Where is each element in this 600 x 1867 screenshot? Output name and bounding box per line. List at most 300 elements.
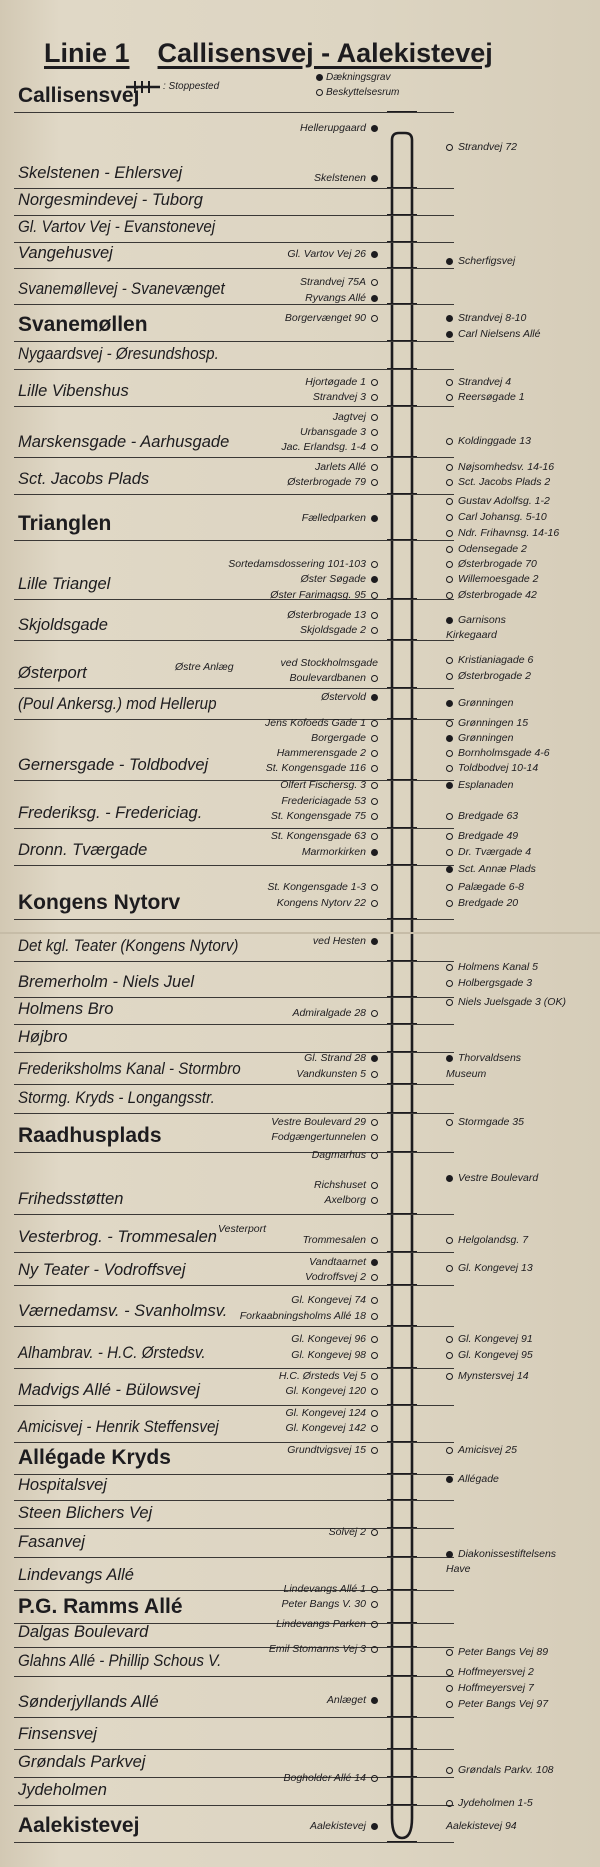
left-stop-location <box>296 1068 378 1081</box>
left-stop-location <box>287 609 378 622</box>
legend-shelter-label: Dækningsgrav <box>326 72 391 83</box>
open-dot-icon <box>371 592 378 599</box>
left-stop-location <box>314 1179 378 1192</box>
filled-dot-icon <box>446 735 453 742</box>
stop-location-label: Fredericiagade 53 <box>281 795 366 807</box>
stop-location-label: Øster Farimagsg. 95 <box>270 589 366 601</box>
stop-location-label: ved Stockholmsgade <box>280 657 378 669</box>
stop-location-label: Carl Nielsens Allé <box>458 328 541 340</box>
open-dot-icon <box>371 720 378 727</box>
loop-icon <box>392 133 412 150</box>
open-dot-icon <box>446 379 453 386</box>
stop-location-label: Diakonissestiftelsens <box>458 1548 557 1560</box>
stop-location-label: Vestre Boulevard 29 <box>271 1116 366 1128</box>
stop-location-label: Marmorkirken <box>301 846 366 858</box>
left-stop-location <box>281 657 378 670</box>
left-stop-location <box>271 1131 378 1144</box>
open-dot-icon <box>371 315 378 322</box>
stop-location-label: Forkaabningsholms Allé 18 <box>239 1310 366 1322</box>
open-dot-icon <box>371 1237 378 1244</box>
open-dot-icon <box>446 1767 453 1774</box>
stop-name: Gernersgade - Toldbodvej <box>18 756 209 774</box>
stop-name: Madvigs Allé - Bülowsvej <box>18 1381 200 1399</box>
stop-location-label: Hoffmeyersvej 7 <box>458 1682 534 1694</box>
right-stop-location <box>446 996 566 1009</box>
stop-name: Callisensvej <box>18 84 140 107</box>
left-stop-location <box>265 717 378 730</box>
left-stop-location <box>271 810 378 823</box>
stop-name: Finsensvej <box>18 1725 97 1743</box>
open-dot-icon <box>371 444 378 451</box>
left-stop-location <box>266 762 378 775</box>
stop-location-label: Bogholder Allé 14 <box>283 1772 366 1784</box>
stop-location-label: Niels Juelsgade 3 (OK) <box>458 996 566 1008</box>
stop-name: Dronn. Tværgade <box>18 841 148 859</box>
left-stop-location <box>285 1422 378 1435</box>
stop-location-label: Reersøgade 1 <box>458 391 525 403</box>
stop-location-label: Borgervænget 90 <box>284 312 366 324</box>
stop-location-label: Thorvaldsens <box>458 1052 522 1064</box>
row-divider <box>14 268 454 269</box>
filled-dot-icon <box>371 1259 378 1266</box>
stop-location-label: Lindevangs Parken <box>276 1618 366 1630</box>
open-dot-icon <box>371 900 378 907</box>
row-divider <box>14 1805 454 1806</box>
stop-location-label: St. Kongensgade 116 <box>265 762 366 774</box>
right-stop-location <box>446 614 506 627</box>
left-stop-location <box>315 461 378 474</box>
open-dot-icon <box>371 1352 378 1359</box>
row-divider <box>14 1749 454 1750</box>
open-dot-icon <box>446 1701 453 1708</box>
stop-location-label: Gl. Kongevej 142 <box>285 1422 366 1434</box>
open-dot-icon <box>371 1388 378 1395</box>
stop-location-label: Fodgængertunnelen <box>271 1131 366 1143</box>
stop-location-label: Axelborg <box>324 1194 366 1206</box>
open-dot-icon <box>371 464 378 471</box>
row-divider <box>14 719 454 720</box>
stop-location-label: Admiralgade 28 <box>292 1007 366 1019</box>
left-stop-location <box>312 1149 378 1162</box>
stop-name: Grøndals Parkvej <box>18 1753 146 1771</box>
stop-location-label: Fælledparken <box>301 512 366 524</box>
stop-location-label: Hoffmeyersvej 2 <box>458 1666 534 1678</box>
stop-name: Stormg. Kryds - Longangsstr. <box>18 1089 215 1107</box>
row-divider <box>14 1368 454 1369</box>
row-divider <box>14 112 454 113</box>
left-stop-location <box>305 292 378 305</box>
stop-location-label: Mynstersvej 14 <box>458 1370 529 1382</box>
open-dot-icon <box>371 612 378 619</box>
stop-location-label: Aalekistevej <box>309 1820 366 1832</box>
stop-name: Frederiksg. - Fredericiag. <box>18 804 203 822</box>
right-stop-location <box>446 1333 533 1346</box>
stop-location-label: Strandvej 8-10 <box>458 312 527 324</box>
stop-location-label: Solvej 2 <box>328 1526 366 1538</box>
left-stop-location <box>271 830 378 843</box>
stop-location-label: Østerbrogade 2 <box>458 670 531 682</box>
filled-dot-icon <box>371 125 378 132</box>
stop-location-label: Grønningen <box>458 732 514 744</box>
stop-location-label: Øster Søgade <box>300 573 366 585</box>
right-stop-location <box>446 697 513 710</box>
stop-location-label: Boulevardbanen <box>289 672 366 684</box>
stop-name: Gl. Vartov Vej - Evanstonevej <box>18 218 216 236</box>
open-dot-icon <box>446 1352 453 1359</box>
open-dot-icon <box>446 980 453 987</box>
stop-name: Fasanvej <box>18 1533 85 1551</box>
stop-location-label: Gl. Kongevej 13 <box>458 1262 533 1274</box>
open-dot-icon <box>446 1685 453 1692</box>
stop-location-label: Odensegade 2 <box>458 543 527 555</box>
open-dot-icon <box>371 627 378 634</box>
stop-name: Sønderjyllands Allé <box>18 1693 159 1711</box>
open-dot-icon <box>446 438 453 445</box>
right-stop-location <box>446 881 524 894</box>
right-stop-location <box>446 391 525 404</box>
open-dot-icon <box>371 1373 378 1380</box>
open-dot-icon <box>371 1134 378 1141</box>
right-stop-location <box>446 1820 517 1833</box>
right-stop-location <box>446 897 518 910</box>
filled-dot-icon <box>446 617 453 624</box>
stop-location-label: Amicisvej 25 <box>458 1444 517 1456</box>
open-dot-icon <box>446 592 453 599</box>
left-stop-location <box>281 795 378 808</box>
row-divider <box>14 688 454 689</box>
row-divider <box>14 1500 454 1501</box>
left-stop-location <box>285 1407 378 1420</box>
stop-name: Vangehusvej <box>18 244 113 262</box>
stop-location-label: Holmens Kanal 5 <box>458 961 538 973</box>
stop-location-label: Museum <box>446 1068 487 1080</box>
stop-name: Marskensgade - Aarhusgade <box>18 433 230 451</box>
stop-name: Østerport <box>18 664 87 682</box>
stop-name: Jydeholmen <box>18 1781 107 1799</box>
stop-location-label: Garnisons <box>458 614 506 626</box>
stop-name: Det kgl. Teater (Kongens Nytorv) <box>18 937 239 955</box>
row-divider <box>14 369 454 370</box>
stop-location-label: H.C. Ørsteds Vej 5 <box>278 1370 366 1382</box>
open-dot-icon <box>371 1274 378 1281</box>
left-stop-location <box>287 1444 378 1457</box>
right-stop-location <box>446 1646 548 1659</box>
right-stop-location <box>446 495 550 508</box>
stop-name: Lille Triangel <box>18 575 111 593</box>
legend-refuge-label: Beskyttelsesrum <box>326 87 400 98</box>
stop-location-label: Helgolandsg. 7 <box>458 1234 529 1246</box>
open-dot-icon <box>446 464 453 471</box>
stop-name: Steen Blichers Vej <box>18 1504 153 1522</box>
row-divider <box>14 406 454 407</box>
open-dot-icon <box>371 479 378 486</box>
stop-location-label: Gustav Adolfsg. 1-2 <box>458 495 550 507</box>
left-stop-location <box>329 1526 378 1539</box>
row-divider <box>14 997 454 998</box>
right-stop-location <box>446 1068 486 1081</box>
right-stop-location <box>446 670 531 683</box>
left-stop-location <box>292 1007 378 1020</box>
right-stop-location <box>446 1797 533 1810</box>
right-stop-location <box>446 747 550 760</box>
right-stop-location <box>446 1666 534 1679</box>
open-dot-icon <box>446 394 453 401</box>
open-dot-icon <box>371 1071 378 1078</box>
stop-location-label: Skelstenen <box>314 172 366 184</box>
open-dot-icon <box>371 1586 378 1593</box>
stop-location-label: Gl. Kongevej 124 <box>285 1407 366 1419</box>
right-stop-location <box>446 312 526 325</box>
row-divider <box>14 540 454 541</box>
stop-location-label: Grønningen 15 <box>458 717 529 729</box>
row-divider <box>14 1405 454 1406</box>
filled-dot-icon <box>371 175 378 182</box>
stop-location-label: Peter Bangs Vej 97 <box>458 1698 549 1710</box>
open-dot-icon <box>371 833 378 840</box>
right-stop-location <box>446 830 518 843</box>
stop-location-label: Willemoesgade 2 <box>458 573 539 585</box>
stop-location-label: St. Kongensgade 1-3 <box>267 881 366 893</box>
stop-location-label: Jac. Erlandsg. 1-4 <box>281 441 366 453</box>
right-stop-location <box>446 810 518 823</box>
filled-dot-icon <box>371 576 378 583</box>
stop-name: Alhambrav. - H.C. Ørstedsv. <box>18 1344 206 1362</box>
stop-name: Holmens Bro <box>18 1000 114 1018</box>
stop-name: Vesterbrog. - Trommesalen <box>18 1228 217 1246</box>
open-dot-icon <box>371 1313 378 1320</box>
left-stop-location <box>291 1333 378 1346</box>
stop-location-label: Østerbrogade 13 <box>287 609 366 621</box>
filled-dot-icon <box>446 1476 453 1483</box>
filled-dot-icon <box>446 1055 453 1062</box>
open-dot-icon <box>446 1800 453 1807</box>
open-dot-icon <box>371 1336 378 1343</box>
left-stop-location <box>277 897 378 910</box>
left-stop-location <box>314 172 378 185</box>
filled-dot-icon <box>446 331 453 338</box>
right-stop-location <box>446 846 531 859</box>
open-dot-icon <box>371 1646 378 1653</box>
open-dot-icon <box>371 379 378 386</box>
stop-name: Værnedamsv. - Svanholmsv. <box>18 1302 228 1320</box>
right-stop-location <box>446 629 497 642</box>
left-stop-location <box>291 1349 378 1362</box>
stop-location-label: Stormgade 35 <box>458 1116 524 1128</box>
stop-location-label: Toldbodvej 10-14 <box>458 762 539 774</box>
right-stop-location <box>446 1548 556 1561</box>
row-divider <box>14 1084 454 1085</box>
left-stop-location <box>304 1052 378 1065</box>
stop-name: Trianglen <box>18 512 112 535</box>
right-stop-location <box>446 476 550 489</box>
stop-location-label: Peter Bangs Vej 89 <box>458 1646 549 1658</box>
row-divider <box>14 961 454 962</box>
line-number: Linie 1 <box>44 38 130 68</box>
open-dot-icon <box>446 1265 453 1272</box>
filled-dot-icon <box>446 782 453 789</box>
open-dot-icon <box>371 884 378 891</box>
stop-location-label: Grønningen <box>458 697 514 709</box>
stop-location-label: Nøjsomhedsv. 14-16 <box>458 461 555 473</box>
right-stop-location <box>446 461 554 474</box>
stop-location-label: Aalekistevej 94 <box>446 1820 517 1832</box>
left-stop-location <box>270 589 378 602</box>
right-stop-location <box>446 1563 471 1576</box>
map-note: Vesterport <box>218 1223 267 1235</box>
right-stop-location <box>446 589 537 602</box>
stop-location-label: Hammerensgade 2 <box>276 747 366 759</box>
open-dot-icon <box>371 1425 378 1432</box>
filled-dot-icon <box>371 1055 378 1062</box>
legend-stop: : Stoppested <box>163 81 220 92</box>
left-stop-location <box>300 122 378 135</box>
stop-location-label: Jydeholmen 1-5 <box>458 1797 533 1809</box>
right-stop-location <box>446 435 531 448</box>
right-stop-location <box>446 654 533 667</box>
stop-location-label: Lindevangs Allé 1 <box>283 1583 366 1595</box>
right-stop-location <box>446 863 536 876</box>
open-dot-icon <box>371 1197 378 1204</box>
right-stop-location <box>446 1473 499 1486</box>
open-dot-icon <box>446 1119 453 1126</box>
open-dot-icon <box>371 1297 378 1304</box>
open-dot-icon <box>446 1447 453 1454</box>
stop-location-label: Gl. Kongevej 96 <box>291 1333 366 1345</box>
stop-location-label: St. Kongensgade 75 <box>270 810 366 822</box>
row-divider <box>14 640 454 641</box>
open-dot-icon <box>446 514 453 521</box>
open-dot-icon <box>371 1621 378 1628</box>
filled-dot-icon <box>371 1823 378 1830</box>
right-stop-location <box>446 779 513 792</box>
right-stop-location <box>446 1262 533 1275</box>
row-divider <box>14 188 454 189</box>
stop-location-label: Borgergade <box>311 732 366 744</box>
left-stop-location <box>305 376 378 389</box>
open-dot-icon <box>371 735 378 742</box>
left-stop-location <box>301 573 378 586</box>
open-dot-icon <box>371 561 378 568</box>
stop-name: Skjoldsgade <box>18 616 108 634</box>
stop-location-label: Bornholmsgade 4-6 <box>458 747 550 759</box>
map-note: Østre Anlæg <box>175 661 234 673</box>
row-divider <box>14 1442 454 1443</box>
left-stop-location <box>285 312 378 325</box>
right-stop-location <box>446 1682 534 1695</box>
row-divider <box>14 494 454 495</box>
stop-location-label: Gl. Kongevej 74 <box>291 1294 366 1306</box>
stop-location-label: Peter Bangs V. 30 <box>281 1598 366 1610</box>
open-dot-icon <box>446 546 453 553</box>
stop-location-label: Sortedamsdossering 101-103 <box>228 558 366 570</box>
row-divider <box>14 919 454 920</box>
stop-location-label: Sct. Jacobs Plads 2 <box>458 476 551 488</box>
open-dot-icon <box>446 673 453 680</box>
left-stop-location <box>311 732 378 745</box>
stop-location-label: Grøndals Parkv. 108 <box>458 1764 554 1776</box>
open-dot-icon <box>446 999 453 1006</box>
open-dot-icon <box>371 414 378 421</box>
left-stop-location <box>269 1643 378 1656</box>
left-stop-location <box>302 512 378 525</box>
open-dot-icon <box>446 750 453 757</box>
filled-dot-icon <box>371 938 378 945</box>
filled-dot-icon <box>371 849 378 856</box>
stop-name: Frederiksholms Kanal - Stormbro <box>18 1060 241 1078</box>
filled-dot-icon <box>446 1551 453 1558</box>
stop-location-label: Trommesalen <box>302 1234 366 1246</box>
open-dot-icon <box>446 964 453 971</box>
stop-location-label: Bredgade 63 <box>458 810 519 822</box>
stop-location-label: Grundtvigsvej 15 <box>287 1444 366 1456</box>
left-stop-location <box>313 935 378 948</box>
open-dot-icon <box>371 1529 378 1536</box>
stop-location-label: Esplanaden <box>458 779 514 791</box>
open-dot-icon <box>371 1182 378 1189</box>
stop-location-label: Vandtaarnet <box>309 1256 366 1268</box>
stop-name: Bremerholm - Niels Juel <box>18 973 195 991</box>
left-stop-location <box>280 779 378 792</box>
row-divider <box>14 599 454 600</box>
open-dot-icon <box>371 782 378 789</box>
stop-location-label: Ryvangs Allé <box>305 292 366 304</box>
right-stop-location <box>446 1349 533 1362</box>
stop-location-label: Olfert Fischersg. 3 <box>280 779 366 791</box>
stop-location-label: Gl. Kongevej 95 <box>458 1349 533 1361</box>
right-stop-location <box>446 1698 548 1711</box>
left-stop-location <box>267 881 378 894</box>
stop-name: P.G. Ramms Allé <box>18 1595 183 1618</box>
row-divider <box>14 1647 454 1648</box>
right-stop-location <box>446 961 538 974</box>
row-divider <box>14 1252 454 1253</box>
open-dot-icon <box>371 1152 378 1159</box>
right-stop-location <box>446 527 559 540</box>
stop-name: Nygaardsvej - Øresundshosp. <box>18 345 219 363</box>
left-stop-location <box>305 1271 378 1284</box>
right-stop-location <box>446 1116 524 1129</box>
right-stop-location <box>446 732 513 745</box>
stop-location-label: Hellerupgaard <box>300 122 366 134</box>
stop-location-label: Dr. Tværgade 4 <box>458 846 532 858</box>
row-divider <box>14 1214 454 1215</box>
stop-location-label: Bredgade 20 <box>458 897 519 909</box>
stop-location-label: Strandvej 75A <box>300 276 366 288</box>
right-stop-location <box>446 1172 538 1185</box>
row-divider <box>14 1717 454 1718</box>
open-dot-icon <box>446 576 453 583</box>
stop-name: Dalgas Boulevard <box>18 1623 149 1641</box>
open-dot-icon <box>446 144 453 151</box>
stop-name: Kongens Nytorv <box>18 891 181 914</box>
left-stop-location <box>325 1194 378 1207</box>
open-dot-icon <box>446 900 453 907</box>
open-dot-icon <box>371 813 378 820</box>
stop-name: Svanemøllen <box>18 313 148 336</box>
left-stop-location <box>287 248 378 261</box>
open-dot-icon <box>446 765 453 772</box>
left-stop-location <box>271 1116 378 1129</box>
left-stop-location <box>283 1583 378 1596</box>
open-dot-icon <box>446 1649 453 1656</box>
stop-name: Frihedsstøtten <box>18 1190 124 1208</box>
row-divider <box>14 1676 454 1677</box>
row-divider <box>14 1326 454 1327</box>
stop-name: Allégade Kryds <box>18 1446 171 1469</box>
stop-location-label: Scherfigsvej <box>458 255 516 267</box>
right-stop-location <box>446 558 537 571</box>
open-dot-icon <box>371 675 378 682</box>
